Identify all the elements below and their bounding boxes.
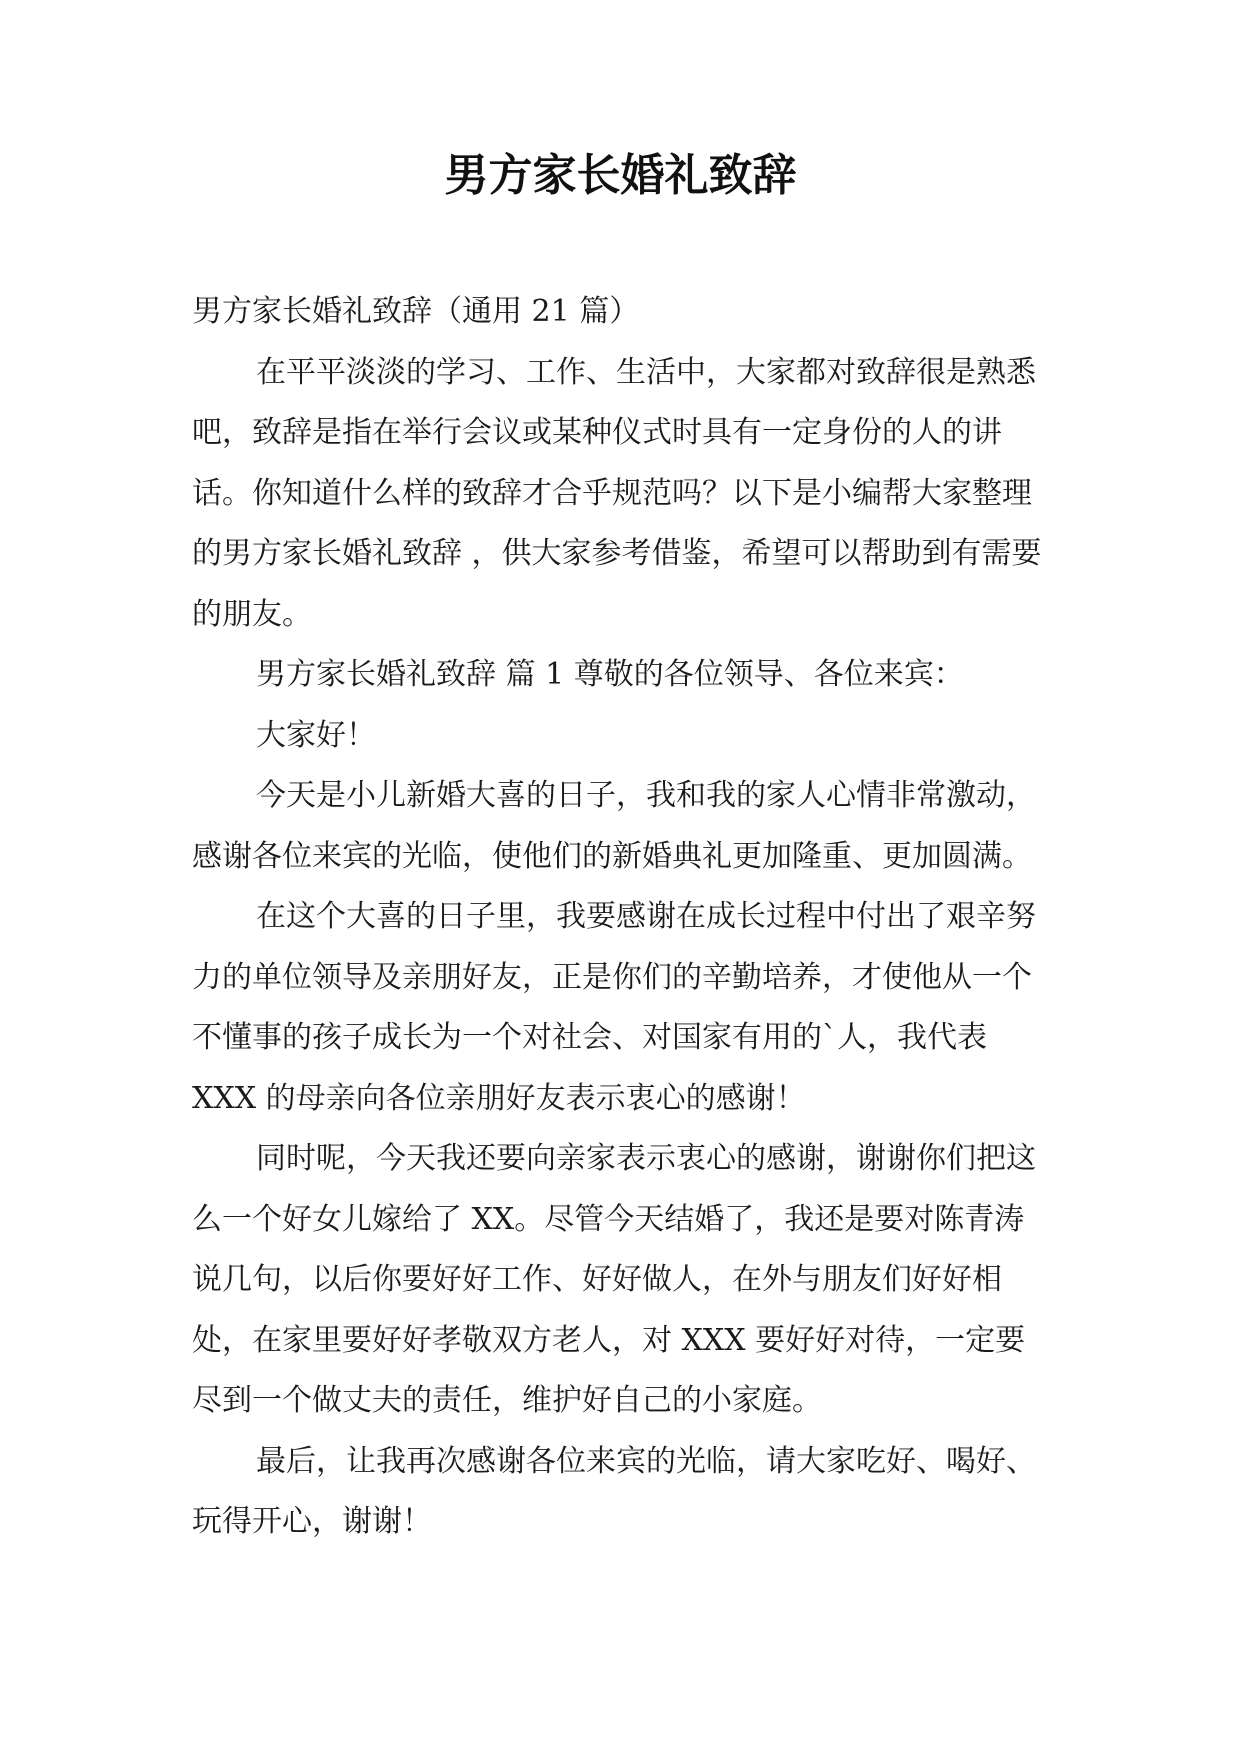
paragraph-section-heading: 男方家长婚礼致辞 篇 1 尊敬的各位领导、各位来宾： xyxy=(256,657,964,692)
document-body xyxy=(192,282,1052,1553)
document-subtitle: 男方家长婚礼致辞（通用 21 篇） xyxy=(192,294,640,329)
paragraph-thanks-in-laws: 同时呢，今天我还要向亲家表示衷心的感谢，谢谢你们把这么一个好女儿嫁给了 XX。尽管今天结婚了，我还是要对陈青涛说几句，以后你要好好工作、好好做人，在外与朋友们好好相处，在家里要好好孝敬双方老人，对 XXX 要好好对待，一定要尽到一个做丈夫的责任，维护好自己的小家庭。 xyxy=(192,1141,1036,1418)
document-title: 男方家长婚礼致辞 xyxy=(444,150,797,201)
paragraph-thanks-friends: 在这个大喜的日子里，我要感谢在成长过程中付出了艰辛努力的单位领导及亲朋好友，正是你们的辛勤培养，才使他从一个不懂事的孩子成长为一个对社会、对国家有用的`人，我代表 XXX 的母亲向各位亲朋好友表示衷心的感谢！ xyxy=(192,899,1036,1116)
paragraph-thanks-guests: 今天是小儿新婚大喜的日子，我和我的家人心情非常激动，感谢各位来宾的光临，使他们的新婚典礼更加隆重、更加圆满。 xyxy=(192,778,1036,874)
paragraph-closing: 最后，让我再次感谢各位来宾的光临，请大家吃好、喝好、玩得开心，谢谢！ xyxy=(192,1443,1036,1539)
paragraph-intro: 在平平淡淡的学习、工作、生活中，大家都对致辞很是熟悉吧，致辞是指在举行会议或某种仪式时具有一定身份的人的讲话。你知道什么样的致辞才合乎规范吗？以下是小编帮大家整理的男方家长婚礼致辞 ，供大家参考借鉴，希望可以帮助到有需要的朋友。 xyxy=(192,354,1042,632)
paragraph-greeting: 大家好！ xyxy=(256,717,376,753)
